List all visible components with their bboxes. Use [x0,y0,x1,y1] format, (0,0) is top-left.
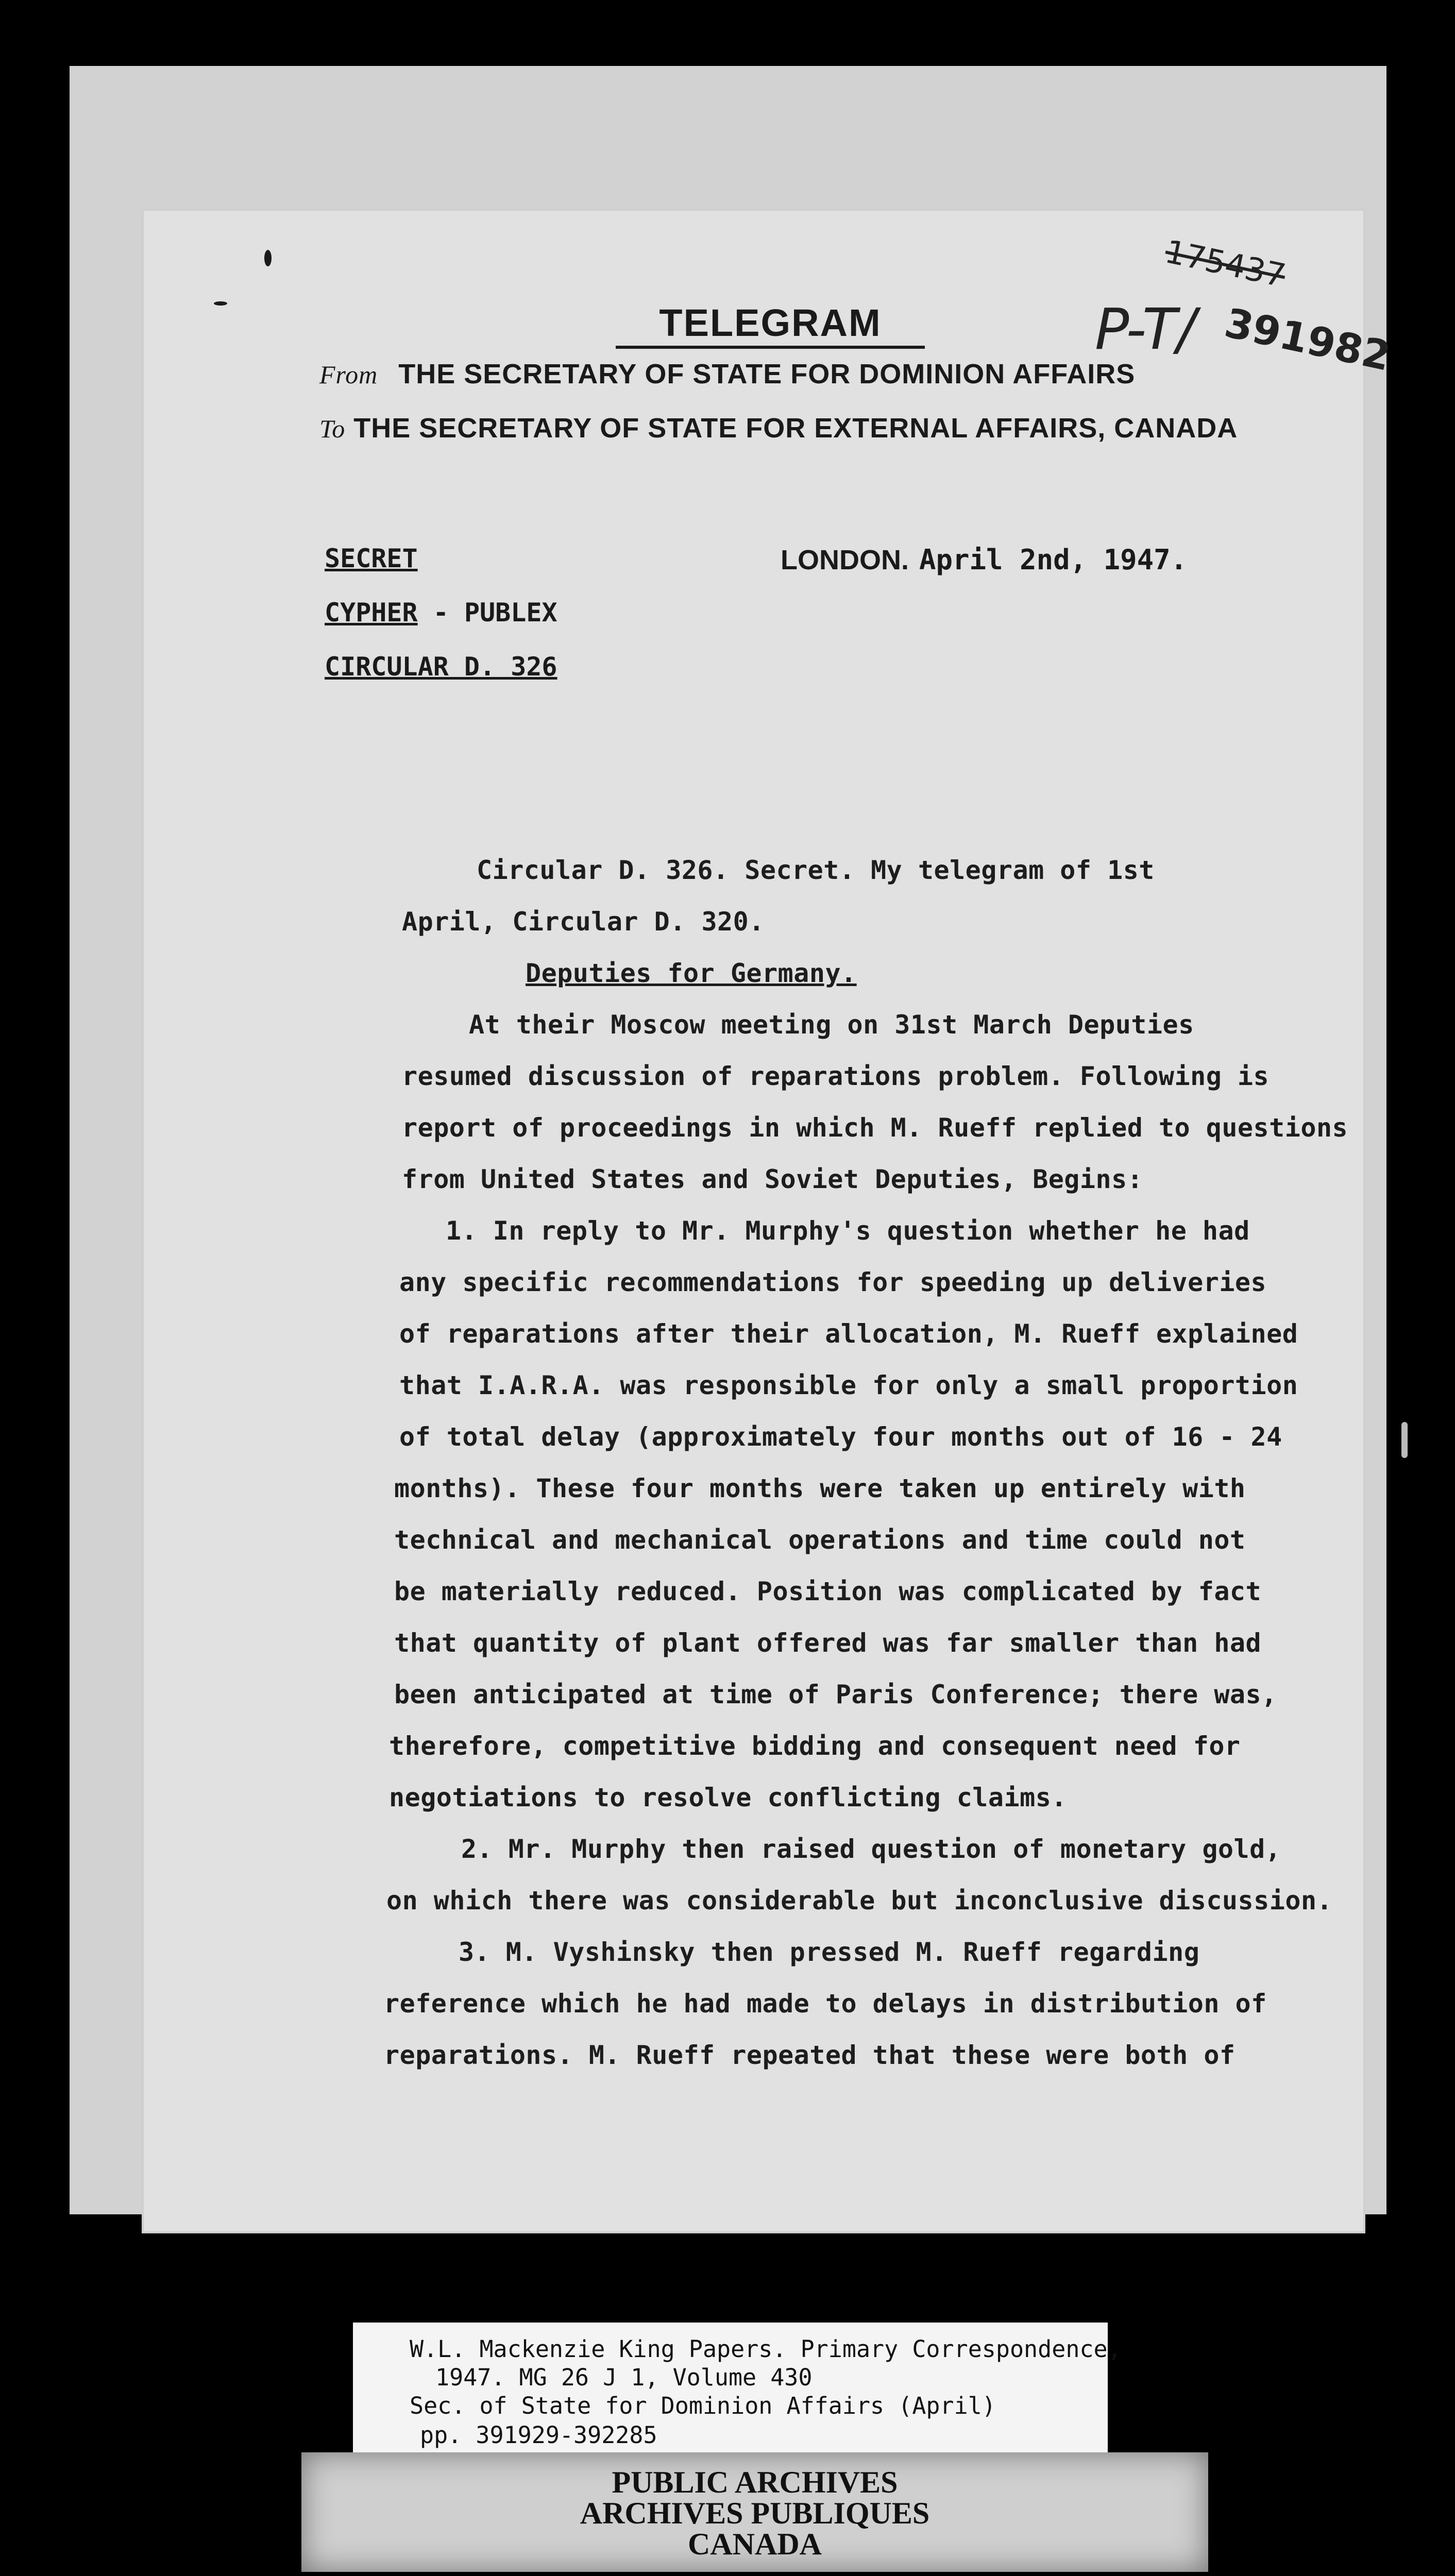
body-line: reference which he had made to delays in distribution of [384,1989,1267,2019]
classification-secret: SECRET [325,544,418,573]
body-line: of reparations after their allocation, M. Rueff explained [399,1319,1298,1349]
body-line: of total delay (approximately four months out of 16 - 24 [399,1422,1282,1452]
body-line: negotiations to resolve conflicting claims. [389,1783,1067,1812]
location-date [781,544,1187,576]
handwritten-initials: P-T/ [1095,296,1196,362]
body-line: report of proceedings in which M. Rueff replied to questions [402,1113,1348,1143]
body-line: Circular D. 326. Secret. My telegram of 1st [477,855,1155,885]
archive-label-en: PUBLIC ARCHIVES [612,2465,898,2499]
body-line: therefore, competitive bidding and consequent need for [389,1731,1241,1761]
body-line: At their Moscow meeting on 31st March Deputies [469,1010,1194,1040]
subject-heading: Deputies for Germany. [526,958,857,988]
archive-caption-card [353,2323,1122,2472]
body-line: any specific recommendations for speeding up deliveries [399,1267,1267,1297]
body-line: resumed discussion of reparations problem. Following is [402,1061,1270,1091]
ink-mark [214,301,227,306]
caption-line: 1947. MG 26 J 1, Volume 430 [435,2364,813,2391]
body-line: technical and mechanical operations and time could not [394,1525,1246,1555]
body-line: months). These four months were taken up entirely with [394,1473,1246,1503]
stamped-page-number: 391982 [1221,300,1395,380]
caption-line: W.L. Mackenzie King Papers. Primary Correspondence, [410,2335,1122,2363]
body-line: that quantity of plant offered was far smaller than had [394,1628,1262,1658]
public-archives-card [301,2452,1208,2572]
to-text: THE SECRETARY OF STATE FOR EXTERNAL AFFAIRS, CANADA [353,413,1238,444]
classification-circular: CIRCULAR D. 326 [325,652,557,682]
body-line: on which there was considerable but inconclusive discussion. [386,1886,1333,1916]
location: LONDON. [781,545,909,575]
body-line: that I.A.R.A. was responsible for only a small proportion [399,1370,1298,1400]
archive-label-country: CANADA [688,2527,822,2561]
body-line: reparations. M. Rueff repeated that these were both of [384,2040,1236,2070]
ink-mark [1401,1422,1408,1458]
ink-mark [264,250,272,266]
from-line [319,358,1135,390]
telegram-page [142,209,1395,2233]
from-text: THE SECRETARY OF STATE FOR DOMINION AFFAIRS [398,359,1136,389]
body-line: 2. Mr. Murphy then raised question of monetary gold, [461,1834,1281,1864]
from-label: From [319,360,378,389]
telegram-title: TELEGRAM [616,300,925,349]
struck-number: 175437 [1161,232,1289,295]
body-line: 3. M. Vyshinsky then pressed M. Rueff regarding [459,1937,1200,1967]
classification-cypher: CYPHER - PUBLEX [325,598,557,628]
body-line: been anticipated at time of Paris Conference; there was, [394,1680,1277,1709]
date: April 2nd, 1947. [919,544,1188,576]
to-line [319,412,1238,444]
body-line: be materially reduced. Position was complicated by fact [394,1577,1262,1606]
caption-line: Sec. of State for Dominion Affairs (April) [410,2392,996,2419]
to-label: To [319,414,346,443]
archive-label-fr: ARCHIVES PUBLIQUES [580,2496,930,2530]
body-line: from United States and Soviet Deputies, Begins: [402,1164,1143,1194]
caption-line: pp. 391929-392285 [420,2421,657,2449]
body-line: 1. In reply to Mr. Murphy's question whether he had [446,1216,1250,1246]
handwritten-stamp [1090,232,1395,410]
body-line: April, Circular D. 320. [402,907,765,937]
